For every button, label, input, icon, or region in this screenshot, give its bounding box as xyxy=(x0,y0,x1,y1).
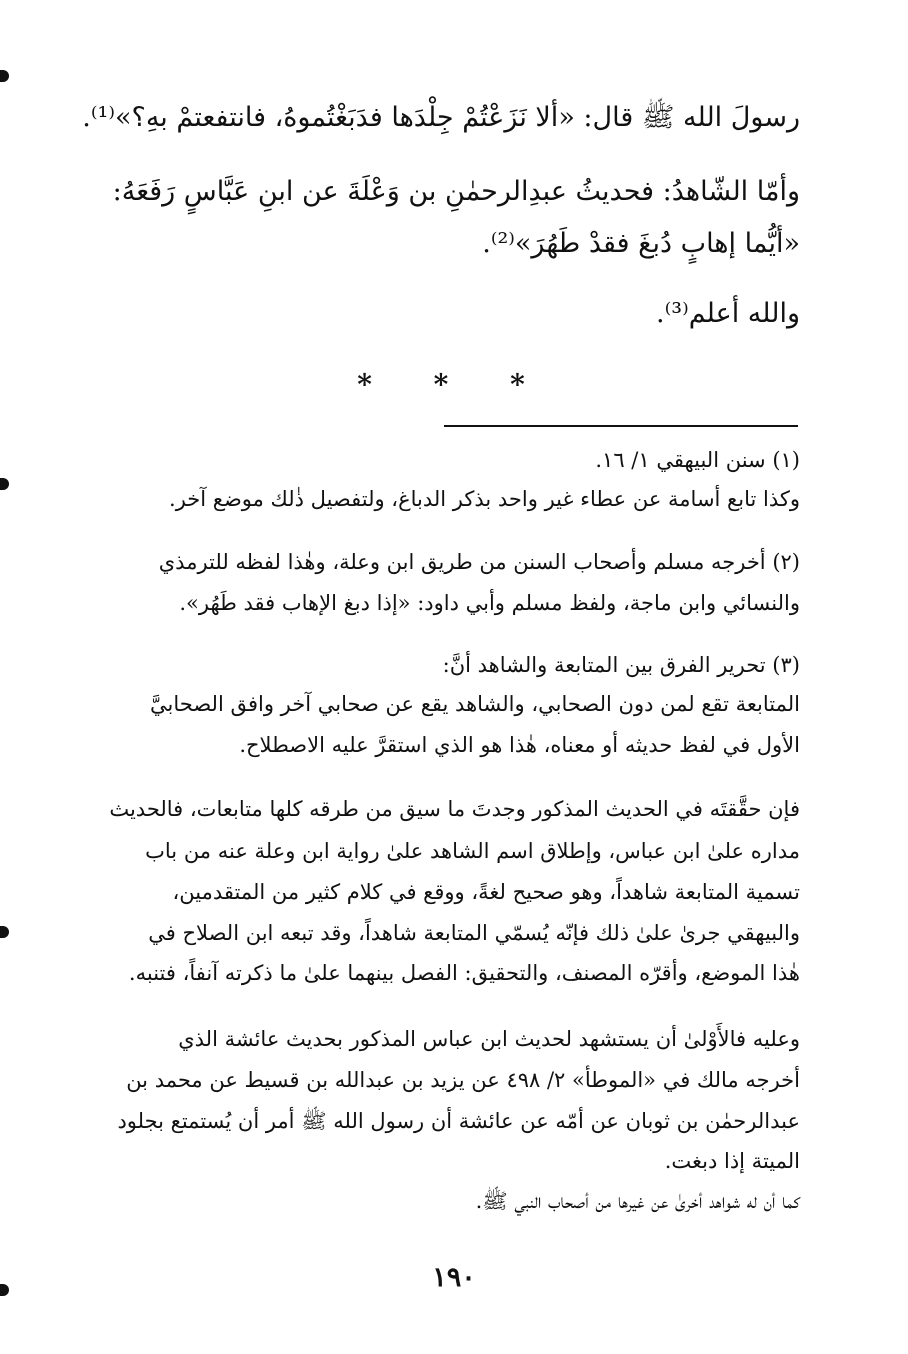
footnote-3-para-2-line-2: مداره علىٰ ابن عباس، وإطلاق اسم الشاهد علىٰ رواية ابن وعلة عنه من باب xyxy=(145,839,800,863)
footnote-3-line-3: الأول في لفظ حديثه أو معناه، هٰذا هو الذي استقرَّ عليه الاصطلاح. xyxy=(239,733,800,757)
footnote-3-para-3-line-1: وعليه فالأَوْلىٰ أن يستشهد لحديث ابن عباس المذكور بحديث عائشة الذي xyxy=(178,1027,800,1051)
page-number: ١٩٠ xyxy=(432,1262,476,1293)
main-text-line-2: وأمّا الشّاهدُ: فحديثُ عبدِالرحمٰنِ بن وَعْلَةَ عن ابنِ عَبَّاسٍ رَفَعَهُ: xyxy=(112,176,800,207)
footnote-1-line-2: وكذا تابع أسامة عن عطاء غير واحد بذكر الدباغ، ولتفصيل ذٰلك موضع آخر. xyxy=(169,487,800,511)
footnote-3-line-1: (٣) تحرير الفرق بين المتابعة والشاهد أنَّ: xyxy=(442,653,800,677)
scan-edge-mark xyxy=(0,926,9,938)
footnote-3-para-2-line-1: فإن حقَّقتَه في الحديث المذكور وجدتَ ما سيق من طرقه كلها متابعات، فالحديث xyxy=(109,797,800,821)
footnote-3-para-3-line-2: أخرجه مالك في «الموطأ» ٢/ ٤٩٨ عن يزيد بن عبدالله بن قسيط عن محمد بن xyxy=(126,1068,800,1092)
footnote-3-para-3-line-5: كما أن له شواهد أخرىٰ عن غيرها من أصحاب النبي ﷺ. xyxy=(475,1189,800,1213)
section-separator: * * * xyxy=(357,368,551,401)
scan-edge-mark xyxy=(0,1284,9,1296)
footnote-3-line-2: المتابعة تقع لمن دون الصحابي، والشاهد يقع عن صحابي آخر وافق الصحابيَّ xyxy=(150,692,800,716)
footnote-3-para-2-line-4: والبيهقي جرىٰ علىٰ ذلك فإنّه يُسمّي المتابعة شاهداً، وقد تبعه ابن الصلاح في xyxy=(148,921,800,945)
main-text-line-1: رسولَ الله ﷺ قال: «ألا نَزَعْتُمْ جِلْدَها فدَبَغْتُموهُ، فانتفعتمْ بهِ؟»⁽¹⁾. xyxy=(82,102,800,133)
footnote-2-line-2: والنسائي وابن ماجة، ولفظ مسلم وأبي داود: «إذا دبغ الإهاب فقد طَهُر». xyxy=(179,591,800,615)
main-text-line-3: «أيُّما إهابٍ دُبغَ فقدْ طَهُرَ»⁽²⁾. xyxy=(482,228,800,259)
footnote-3-para-2-line-5: هٰذا الموضع، وأقرّه المصنف، والتحقيق: الفصل بينهما علىٰ ما ذكرته آنفاً، فتنبه. xyxy=(128,961,800,985)
footnote-2-line-1: (٢) أخرجه مسلم وأصحاب السنن من طريق ابن وعلة، وهٰذا لفظه للترمذي xyxy=(158,550,800,574)
scan-edge-mark xyxy=(0,478,9,490)
main-text-line-4: والله أعلم⁽³⁾. xyxy=(656,298,800,329)
scan-edge-mark xyxy=(0,70,9,82)
footnote-rule xyxy=(444,425,798,427)
footnote-3-para-3-line-4: الميتة إذا دبغت. xyxy=(664,1149,800,1173)
footnote-1-line-1: (١) سنن البيهقي ١/ ١٦. xyxy=(595,448,800,472)
footnote-3-para-2-line-3: تسمية المتابعة شاهداً، وهو صحيح لغةً، ووقع في كلام كثير من المتقدمين، xyxy=(172,880,800,904)
footnote-3-para-3-line-3: عبدالرحمٰن بن ثوبان عن أمّه عن عائشة أن رسول الله ﷺ أمر أن يُستمتع بجلود xyxy=(117,1109,800,1133)
